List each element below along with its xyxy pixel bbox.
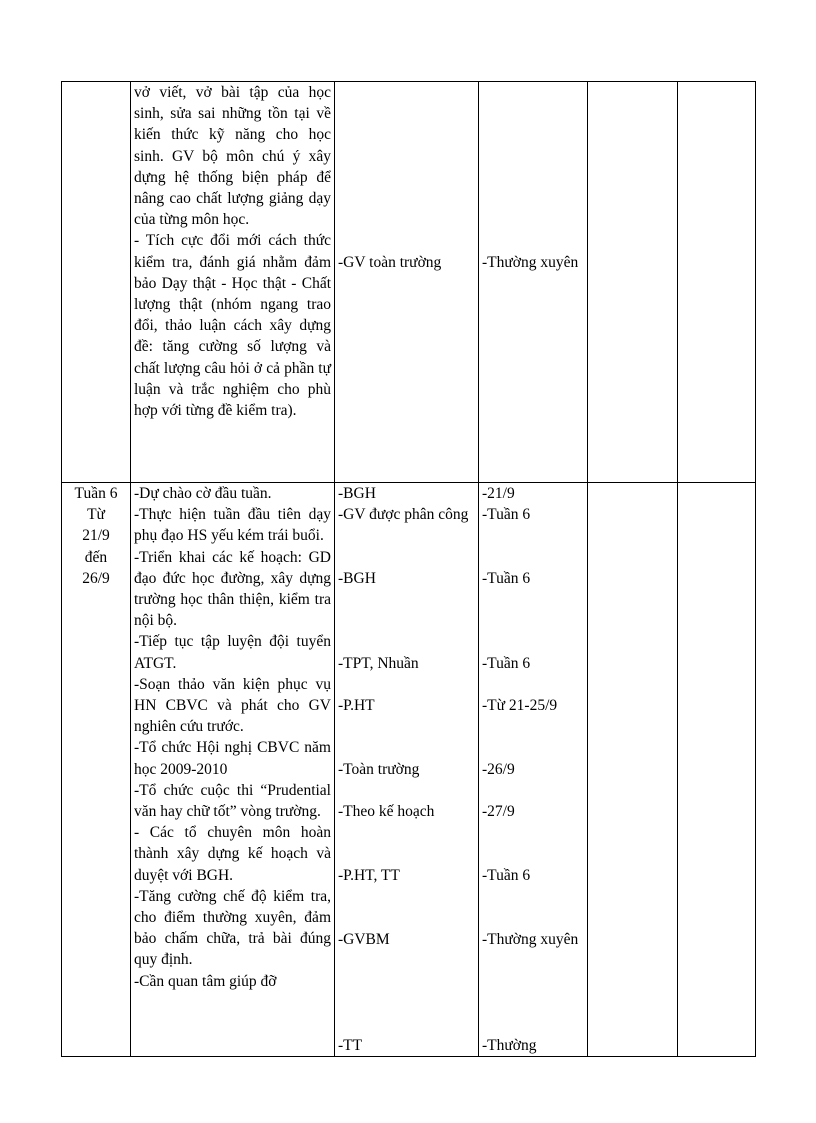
task-item: -Tiếp tục tập luyện đội tuyển ATGT. [134,633,331,672]
time-item: -26/9 [482,761,515,778]
week-line: 21/9 [82,527,110,545]
task-item: - Tích cực đổi mới cách thức kiểm tra, đánh giá nhằm đảm bảo Dạy thật - Học thật - Chất lượng thật (nhóm ngang trao đổi, thảo luận cách xây dựng đề: tăng cường số lượng và chất lượng câu hỏi ở cả phần tự luận và trắc nghiệm cho phù hợp với từng đề kiểm tra). [134,232,331,420]
responsible-item [338,82,475,252]
task-item: -Dự chào cờ đầu tuần. [134,485,272,502]
empty-cell [588,483,678,1057]
table-row [62,483,756,1057]
week-cell [62,483,131,1057]
time-item: -27/9 [482,803,515,820]
week-line: Từ [87,506,105,524]
time-item: -Thường xuyên [482,931,579,948]
task-item: -Tổ chức cuộc thi “Prudential văn hay chữ tốt” vòng trường. [134,781,331,821]
responsible-item: -Theo kế hoạch [338,803,435,820]
tasks-cell [131,483,335,1057]
empty-cell [588,82,678,483]
table-row [62,82,756,483]
time-cell [479,483,588,1057]
time-cell [479,82,588,483]
time-item: -Tuần 6 [482,867,531,884]
week-line: 26/9 [82,569,110,587]
responsible-item: -TT [338,1037,363,1054]
task-item: -Thực hiện tuần đầu tiên dạy phụ đạo HS yếu kém trái buổi. [134,506,331,545]
time-item: -21/9 [482,485,515,502]
time-item: -Thường [482,1037,537,1054]
task-item: -Cần quan tâm giúp đỡ [134,972,277,990]
week-line: Tuần 6 [74,485,118,502]
responsible-cell [335,483,479,1057]
empty-cell [678,82,756,483]
time-item [482,82,584,252]
time-item: -Từ 21-25/9 [482,697,558,714]
task-item: -Tổ chức Hội nghị CBVC năm học 2009-2010 [134,739,331,778]
time-item: -Tuần 6 [482,655,531,672]
responsible-item: -BGH [338,485,376,502]
time-item: -Tuần 6 [482,570,531,587]
task-item: vở viết, vở bài tập của học sinh, sửa sai những tồn tại về kiến thức kỹ năng cho học sinh. GV bộ môn chú ý xây dựng hệ thống biện pháp để nâng cao chất lượng giảng dạy của từng môn học. [134,84,331,229]
week-line: đến [84,548,108,566]
responsible-item: -TPT, Nhuần [338,655,419,672]
responsible-item: -GV được phân công [338,506,469,523]
responsible-item: -P.HT [338,697,375,714]
plan-table [61,81,756,1057]
task-item: - Các tổ chuyên môn hoàn thành xây dựng kế hoạch và duyệt với BGH. [134,824,331,884]
responsible-item: -BGH [338,570,376,587]
responsible-item: -Toàn trường [338,761,420,778]
responsible-item: -GV toàn trường [338,254,442,271]
responsible-cell [335,82,479,483]
tasks-cell [131,82,335,483]
empty-cell [678,483,756,1057]
task-item: -Tăng cường chế độ kiểm tra, cho điểm thường xuyên, đảm bảo chấm chữa, trả bài đúng quy định. [134,887,331,969]
responsible-item: -P.HT, TT [338,867,400,884]
task-item: -Soạn thảo văn kiện phục vụ HN CBVC và phát cho GV nghiên cứu trước. [134,675,331,736]
responsible-item: -GVBM [338,931,390,948]
task-item: -Triển khai các kế hoạch: GD đạo đức học đường, xây dựng trường học thân thiện, kiểm tra nội bộ. [134,548,331,630]
time-item: -Tuần 6 [482,506,531,523]
week-cell [62,82,131,483]
time-item: -Thường xuyên [482,254,579,271]
